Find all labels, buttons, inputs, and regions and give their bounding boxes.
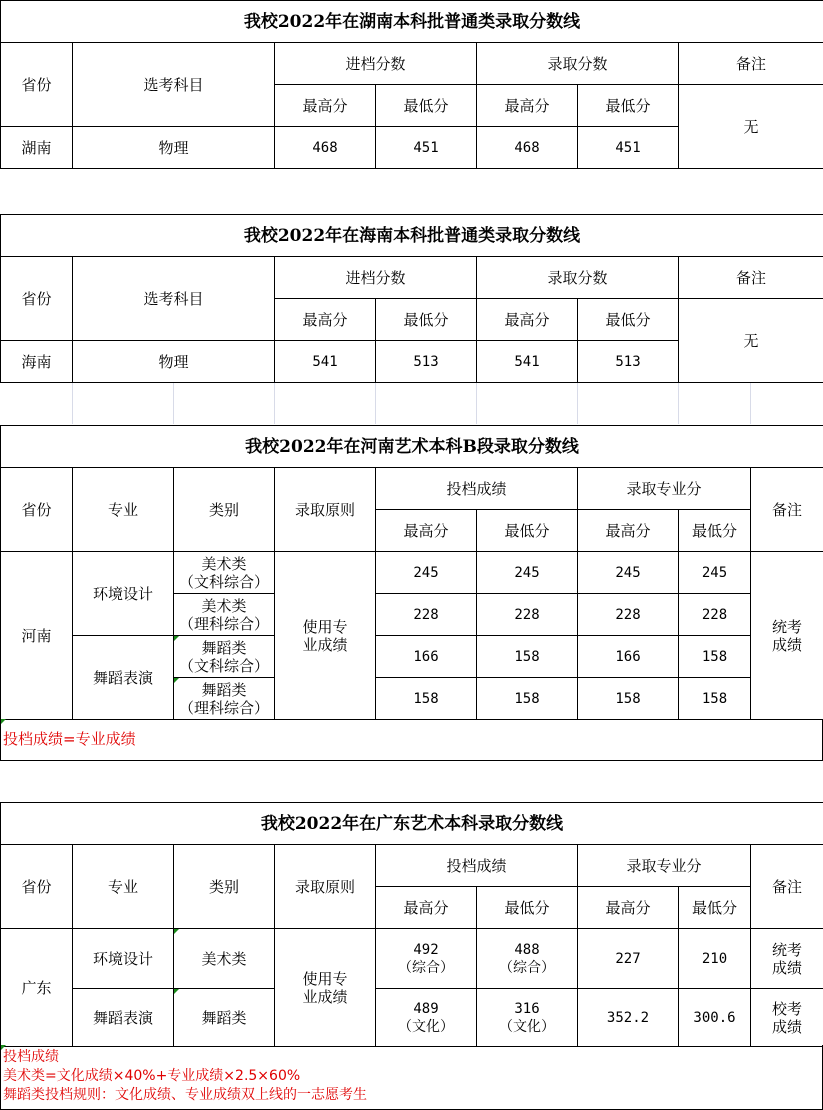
comment-marker-icon	[1, 719, 6, 724]
header-min: 最低分	[376, 299, 477, 341]
header-category: 类别	[174, 468, 275, 552]
header-max: 最高分	[275, 299, 376, 341]
comment-marker-icon	[174, 989, 179, 994]
file-max-value: 492	[413, 941, 439, 958]
hunan-score-table	[0, 0, 823, 169]
file-max-cell: 245	[376, 552, 477, 594]
pro-max-cell: 158	[578, 678, 679, 720]
entry-min-cell: 451	[376, 127, 477, 169]
pro-max-cell: 228	[578, 594, 679, 636]
remark-cell	[751, 989, 823, 1047]
header-province: 省份	[1, 468, 73, 552]
file-max-value: 489	[413, 1000, 439, 1017]
comment-marker-icon	[174, 929, 179, 934]
header-entry-score: 进档分数	[275, 257, 477, 299]
header-subject: 选考科目	[73, 43, 275, 127]
pro-min-cell: 300.6	[679, 989, 751, 1047]
guangdong-notes	[0, 1045, 823, 1110]
major-cell: 环境设计	[73, 552, 174, 636]
table-row	[1, 989, 823, 1047]
spacer-band	[0, 762, 823, 802]
file-max-cell: 228	[376, 594, 477, 636]
province-cell: 广东	[1, 929, 73, 1047]
header-max: 最高分	[376, 510, 477, 552]
province-cell: 海南	[1, 341, 73, 383]
subject-cell: 物理	[73, 341, 275, 383]
admit-min-cell: 451	[578, 127, 679, 169]
category-cell	[174, 552, 275, 594]
file-max-cell: 158	[376, 678, 477, 720]
header-category: 类别	[174, 845, 275, 929]
header-major: 专业	[73, 468, 174, 552]
remark-text: 统考成绩	[771, 617, 802, 654]
remark-text: 校考成绩	[771, 999, 802, 1036]
header-admit-score: 录取分数	[477, 43, 679, 85]
header-pro-score: 录取专业分	[578, 845, 751, 887]
header-admit-score: 录取分数	[477, 257, 679, 299]
pro-min-cell: 228	[679, 594, 751, 636]
header-min: 最低分	[477, 510, 578, 552]
spacer-band	[0, 383, 823, 424]
pro-min-cell: 158	[679, 678, 751, 720]
province-cell: 湖南	[1, 127, 73, 169]
note-text: 投档成绩=专业成绩	[3, 730, 136, 748]
file-min-cell: 228	[477, 594, 578, 636]
header-min: 最低分	[376, 85, 477, 127]
principle-text: 使用专业成绩	[302, 617, 348, 654]
major-cell: 舞蹈表演	[73, 636, 174, 720]
header-remark: 备注	[751, 468, 823, 552]
remark-cell: 无	[679, 85, 823, 169]
header-pro-score: 录取专业分	[578, 468, 751, 510]
category-cell	[174, 636, 275, 678]
file-min-sub: （文化）	[499, 1018, 555, 1035]
header-max: 最高分	[578, 887, 679, 929]
category-cell	[174, 929, 275, 989]
spacer-band	[0, 169, 823, 213]
category-cell	[174, 678, 275, 720]
table-title: 我校2022年在广东艺术本科录取分数线	[1, 803, 823, 845]
header-max: 最高分	[275, 85, 376, 127]
header-min: 最低分	[679, 887, 751, 929]
principle-cell	[275, 929, 376, 1047]
file-max-cell	[376, 989, 477, 1047]
remark-cell	[751, 552, 823, 720]
category-cell	[174, 594, 275, 636]
header-max: 最高分	[578, 510, 679, 552]
header-province: 省份	[1, 257, 73, 341]
header-max: 最高分	[376, 887, 477, 929]
henan-score-table	[0, 425, 823, 720]
note-line: 舞蹈类投档规则：文化成绩、专业成绩双上线的一志愿考生	[3, 1087, 367, 1103]
principle-cell	[275, 552, 376, 720]
file-min-cell	[477, 989, 578, 1047]
entry-min-cell: 513	[376, 341, 477, 383]
pro-min-cell: 158	[679, 636, 751, 678]
file-min-value: 316	[514, 1000, 540, 1017]
file-min-cell	[477, 929, 578, 989]
header-max: 最高分	[477, 85, 578, 127]
file-min-cell: 158	[477, 678, 578, 720]
major-cell: 环境设计	[73, 929, 174, 989]
header-major: 专业	[73, 845, 174, 929]
header-entry-score: 进档分数	[275, 43, 477, 85]
admit-min-cell: 513	[578, 341, 679, 383]
header-file-score: 投档成绩	[376, 845, 578, 887]
file-max-sub: （文化）	[398, 1018, 454, 1035]
category-line: 美术类	[201, 554, 247, 573]
file-min-cell: 158	[477, 636, 578, 678]
category-line: （文科综合）	[178, 656, 269, 675]
guangdong-score-table	[0, 802, 823, 1047]
table-row	[1, 552, 823, 594]
file-min-sub: （综合）	[499, 959, 555, 976]
header-min: 最低分	[477, 887, 578, 929]
category-line: （理科综合）	[178, 614, 269, 633]
header-remark: 备注	[679, 257, 823, 299]
admit-max-cell: 468	[477, 127, 578, 169]
header-min: 最低分	[679, 510, 751, 552]
file-min-cell: 245	[477, 552, 578, 594]
comment-marker-icon	[1, 1045, 6, 1050]
pro-min-cell: 210	[679, 929, 751, 989]
remark-cell: 无	[679, 299, 823, 383]
table-row	[1, 636, 823, 678]
header-file-score: 投档成绩	[376, 468, 578, 510]
principle-text: 使用专业成绩	[302, 969, 348, 1006]
file-max-cell	[376, 929, 477, 989]
note-line: 投档成绩	[3, 1049, 59, 1065]
subject-cell: 物理	[73, 127, 275, 169]
header-subject: 选考科目	[73, 257, 275, 341]
major-cell: 舞蹈表演	[73, 989, 174, 1047]
header-max: 最高分	[477, 299, 578, 341]
category-line: 舞蹈类	[201, 680, 247, 699]
entry-max-cell: 541	[275, 341, 376, 383]
hainan-score-table	[0, 214, 823, 383]
header-province: 省份	[1, 845, 73, 929]
header-province: 省份	[1, 43, 73, 127]
category-text: 美术类	[201, 949, 247, 968]
category-line: （文科综合）	[178, 572, 269, 591]
pro-max-cell: 166	[578, 636, 679, 678]
remark-cell	[751, 929, 823, 989]
header-principle: 录取原则	[275, 468, 376, 552]
comment-marker-icon	[174, 636, 179, 641]
note-line: 美术类=文化成绩×40%+专业成绩×2.5×60%	[3, 1068, 301, 1084]
table-title: 我校2022年在湖南本科批普通类录取分数线	[1, 1, 823, 43]
province-cell: 河南	[1, 552, 73, 720]
category-cell	[174, 989, 275, 1047]
entry-max-cell: 468	[275, 127, 376, 169]
pro-max-cell: 245	[578, 552, 679, 594]
header-remark: 备注	[751, 845, 823, 929]
category-line: （理科综合）	[178, 698, 269, 717]
henan-note	[0, 719, 823, 761]
admit-max-cell: 541	[477, 341, 578, 383]
file-min-value: 488	[514, 941, 540, 958]
comment-marker-icon	[174, 678, 179, 683]
category-line: 舞蹈类	[201, 638, 247, 657]
pro-max-cell: 352.2	[578, 989, 679, 1047]
category-line: 美术类	[201, 596, 247, 615]
header-remark: 备注	[679, 43, 823, 85]
pro-min-cell: 245	[679, 552, 751, 594]
file-max-cell: 166	[376, 636, 477, 678]
file-max-sub: （综合）	[398, 959, 454, 976]
header-min: 最低分	[578, 85, 679, 127]
pro-max-cell: 227	[578, 929, 679, 989]
remark-text: 统考成绩	[771, 940, 802, 977]
table-row	[1, 929, 823, 989]
header-principle: 录取原则	[275, 845, 376, 929]
category-text: 舞蹈类	[201, 1008, 247, 1027]
table-title: 我校2022年在海南本科批普通类录取分数线	[1, 215, 823, 257]
header-min: 最低分	[578, 299, 679, 341]
table-title: 我校2022年在河南艺术本科B段录取分数线	[1, 426, 823, 468]
